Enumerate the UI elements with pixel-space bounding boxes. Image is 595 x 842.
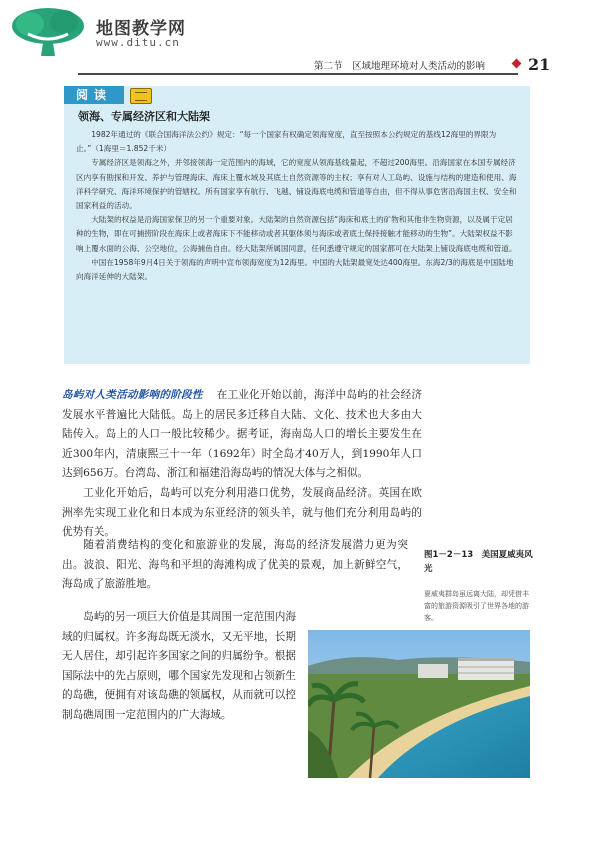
figure-caption: 图1－2－13 美国夏威夷风光	[424, 550, 533, 574]
main-text	[62, 386, 422, 543]
reading-paragraph: 专属经济区是领海之外，并邻接领海一定范围内的海域，它的宽度从领海基线量起，不超过200海里。沿海国家在本国专属经济区内享有勘探和开发、养护与管理海床、海床上覆水域及其底土自然资源等的主权；享有对人工岛屿、设施与结构的建造和使用、海洋科学研究、海洋环境保护的管辖权。所有国家享有航行、飞越、铺设海底电缆和管道等自由，但不得从事危害沿海国主权、安全和国家利益的活动。	[76, 158, 517, 211]
book-icon	[130, 88, 152, 104]
section-title: 第二节 区域地理环境对人类活动的影响	[314, 61, 486, 72]
body-paragraph: 随着消费结构的变化和旅游业的发展，海岛的经济发展潜力更为突出。波浪、阳光、海鸟和平坦的海滩构成了优美的景观，加上新鲜空气，海岛成了旅游胜地。	[62, 539, 408, 591]
body-paragraph: 工业化开始后，岛屿可以充分利用港口优势，发展商品经济。英国在欧洲率先实现工业化和日本成为东亚经济的领头羊，就与他们充分利用岛屿的优势有关。	[62, 486, 422, 539]
section-heading: 岛屿对人类活动影响的阶段性	[62, 389, 203, 401]
reading-badge: 阅读	[64, 86, 124, 104]
page-number: 21	[528, 55, 551, 74]
body-paragraph: 在工业化开始以前，海洋中岛屿的社会经济发展水平普遍比大陆低。岛上的居民多迁移自大陆、文化、技术也大多由大陆传入。岛上的人口一般比较稀少。据考证，海南岛人口的增长主要发生在近300年内，清康熙三十一年（1692年）时全岛才40万人，到1990年人口达到656万。台湾岛、浙江和福建沿海岛屿的情况大体与之相似。	[62, 389, 423, 480]
reading-paragraph: 1982年通过的《联合国海洋法公约》规定：“每一个国家有权确定领海宽度，直至按照本公约规定的基线12海里的界限为止。”（1海里＝1.852千米）	[76, 130, 497, 154]
reading-title: 领海、专属经济区和大陆架	[78, 110, 210, 123]
narrow-text	[62, 608, 296, 726]
body-paragraph: 岛屿的另一项巨大价值是其周围一定范围内海域的归属权。许多海岛既无淡水，又无平地，长期无人居住，却引起许多国家之间的归属纷争。根据国际法中的先占原则，哪个国家先发现和占领新生的岛礁，便拥有对该岛礁的领属权，从而就可以控制岛礁周围一定范围内的广大海域。	[62, 611, 296, 721]
reading-body	[76, 128, 520, 284]
logo-tree-icon	[8, 4, 88, 58]
site-url[interactable]: www.ditu.cn	[96, 36, 180, 49]
diamond-icon	[512, 59, 522, 69]
reading-paragraph: 中国在1958年9月4日关于领海的声明中宣布领海宽度为12海里。中国的大陆架最宽处达400海里。东海2/3的海底是中国陆地向海洋延伸的大陆架。	[76, 257, 514, 282]
figure-description: 夏威夷群岛虽远离大陆，却凭借丰富的旅游资源吸引了世界各地的游客。	[424, 590, 529, 622]
main-text-continued	[62, 536, 408, 595]
hawaii-photo	[308, 630, 530, 778]
reading-paragraph: 大陆架的权益是沿海国家保卫的另一个重要对象。大陆架的自然资源包括“海床和底土的矿物和其他非生物资源，以及属于定居种的生物，即在可捕捞阶段在海床上或者海床下不能移动或者其躯体须与海床或者底土保持接触才能移动的生物”。大陆架权益不影响上覆水面的公海、公空地位，公海捕鱼自由。经大陆架所属国同意，任何悉遵守规定的国家都可在大陆架上铺设海底电缆和管道。	[76, 215, 517, 253]
header-rule	[78, 73, 518, 75]
site-name: 地图教学网	[96, 19, 186, 39]
